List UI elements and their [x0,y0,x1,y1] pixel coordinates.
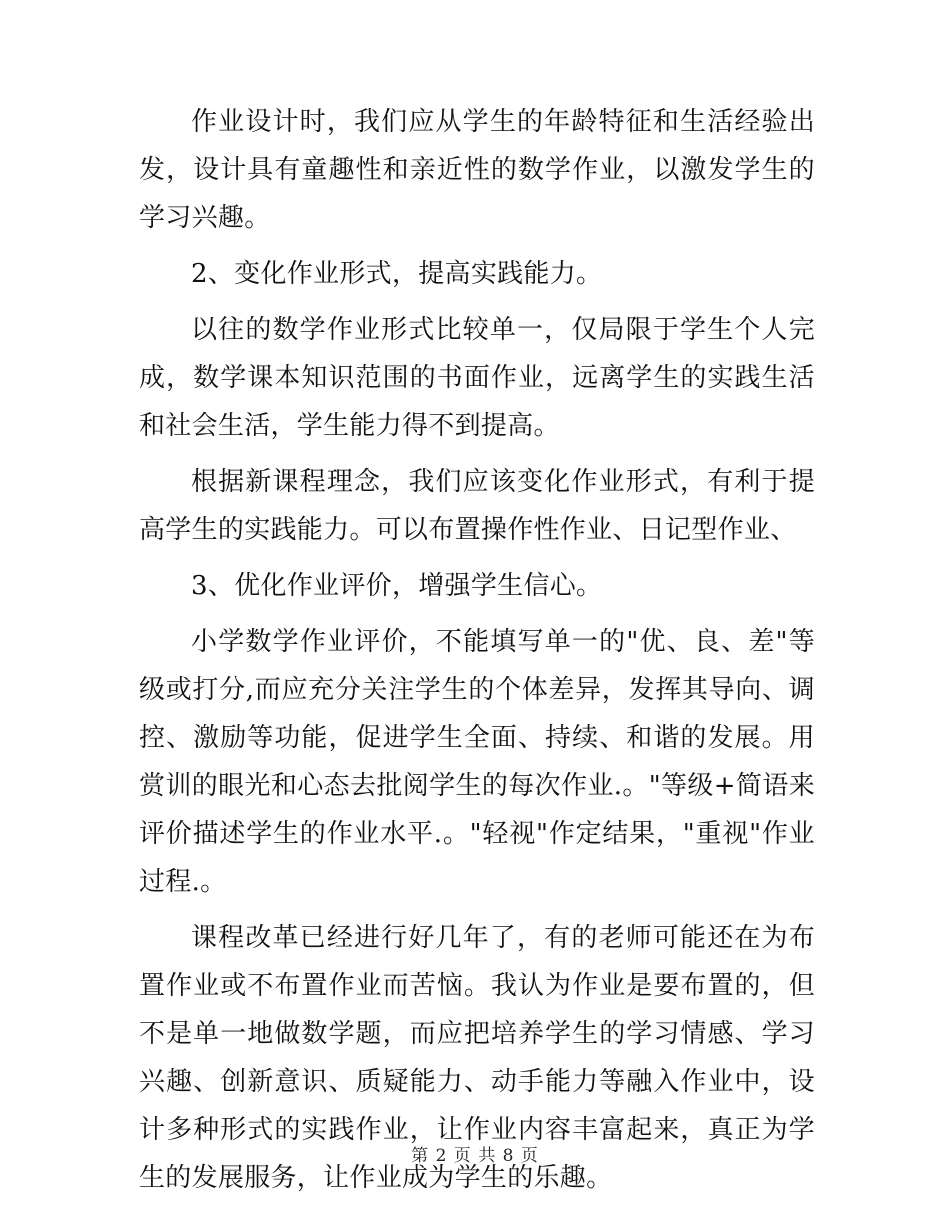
heading-optimize-evaluation: 3、优化作业评价，增强学生信心。 [191,571,603,601]
heading-change-form: 2、变化作业形式，提高实践能力。 [191,259,603,289]
document-body [139,98,815,1210]
paragraph-design-intro: 作业设计时，我们应从学生的年龄特征和生活经验出发，设计具有童趣性和亲近性的数学作业，以激发学生的学习兴趣。 [139,107,815,233]
paragraph-evaluation: 小学数学作业评价，不能填写单一的"优、良、差"等级或打分,而应充分关注学生的个体差异，发挥其导向、调控、激励等功能，促进学生全面、持续、和谐的发展。用赏训的眼光和心态去批阅学生的每次作业.。"等级+简语来评价描述学生的作业水平.。"轻视"作定结果，"重视"作业过程.。 [139,627,815,897]
paragraph-past-homework: 以往的数学作业形式比较单一，仅局限于学生个人完成，数学课本知识范围的书面作业，远离学生的实践生活和社会生活，学生能力得不到提高。 [139,315,815,441]
paragraph-conclusion: 课程改革已经进行好几年了，有的老师可能还在为布置作业或不布置作业而苦恼。我认为作业是要布置的，但不是单一地做数学题，而应把培养学生的学习情感、学习兴趣、创新意识、质疑能力、动手能力等融入作业中，设计多种形式的实践作业，让作业内容丰富起来，真正为学生的发展服务，让作业成为学生的乐趣。 [139,923,815,1193]
page-number-footer: 第 2 页 共 8 页 [411,1146,539,1166]
paragraph-new-curriculum: 根据新课程理念，我们应该变化作业形式，有利于提高学生的实践能力。可以布置操作性作业、日记型作业、 [139,467,815,545]
